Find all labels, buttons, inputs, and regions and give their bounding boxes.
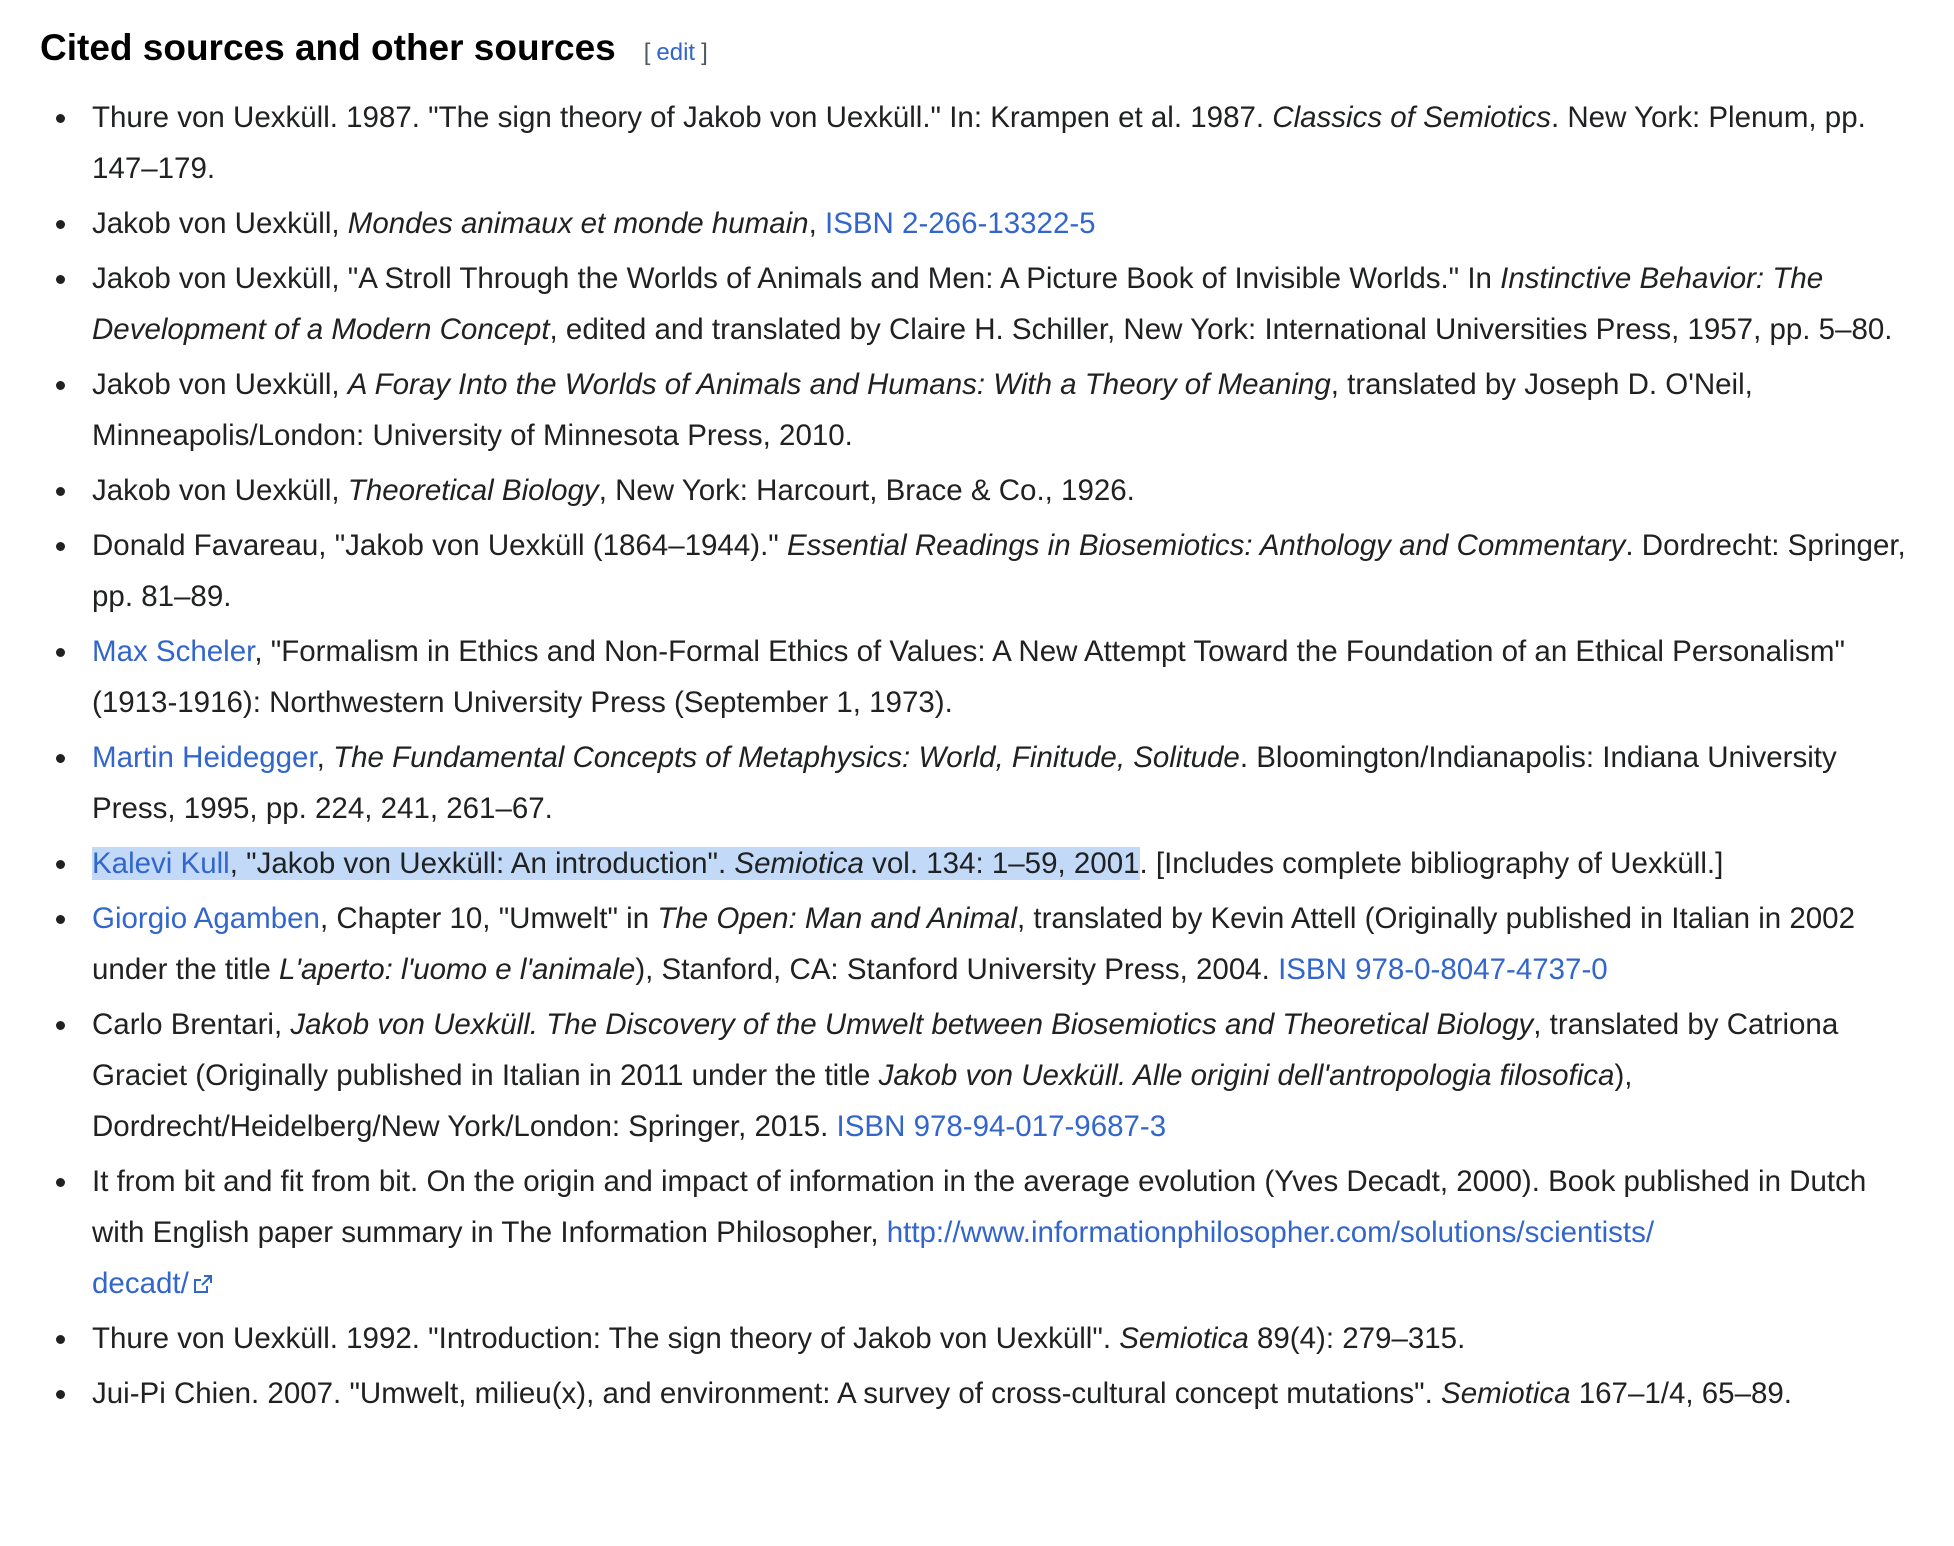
isbn-link[interactable]: ISBN 2-266-13322-5 [825,207,1096,240]
ref-text: Thure von Uexküll. 1992. "Introduction: The sign theory of Jakob von Uexküll". [92,1322,1120,1355]
isbn-link[interactable]: ISBN 978-0-8047-4737-0 [1278,953,1608,986]
ref-text: , translated by Kevin Attell (Originally published in Italian in 2002 under the title [92,902,1855,986]
reference-item [92,999,1926,1152]
external-link-url: http://www.informationphilosopher.com/solutions/scientists/ [886,1216,1655,1249]
ref-text: Carlo Brentari, [92,1008,291,1041]
ref-text: ), Stanford, CA: Stanford University Press, 2004. [635,953,1279,986]
edit-bracket-open: [ [643,39,651,66]
ref-text: . New York: Plenum, pp. 147–179. [92,101,1866,185]
ref-text: vol. 134: 1–59, 2001 [863,847,1140,880]
ref-title: Instinctive Behavior: The Development of a Modern Concept [92,262,1824,346]
ref-title: The Fundamental Concepts of Metaphysics: World, Finitude, Solitude [333,741,1240,774]
ref-title: Jakob von Uexküll. Alle origini dell'antropologia filosofica [878,1059,1615,1092]
ref-text: 89(4): 279–315. [1248,1322,1466,1355]
ref-text: Jakob von Uexküll, "A Stroll Through the Worlds of Animals and Men: A Picture Book of Invisible Worlds." In [92,262,1501,295]
ref-title: A Foray Into the Worlds of Animals and Humans: With a Theory of Meaning [347,368,1331,401]
reference-item [92,626,1926,728]
ref-text: . Bloomington/Indianapolis: Indiana University Press, 1995, pp. 224, 241, 261–67. [92,741,1837,825]
ref-text: , [808,207,825,240]
ref-text: Thure von Uexküll. 1987. "The sign theory of Jakob von Uexküll." In: Krampen et al. 1987. [92,101,1273,134]
ref-text: Donald Favareau, "Jakob von Uexküll (1864–1944)." [92,529,787,562]
ref-title: Classics of Semiotics [1272,101,1551,134]
ref-text: , translated by Joseph D. O'Neil, Minneapolis/London: University of Minnesota Press, 2010. [92,368,1753,452]
ref-title: The Open: Man and Animal [657,902,1018,935]
reference-item [92,893,1926,995]
ref-text: , [316,741,334,774]
edit-bracket-close: ] [701,39,708,66]
edit-section [644,39,708,67]
ref-text: , translated by Catriona Graciet (Originally published in Italian in 2011 under the title [92,1008,1839,1092]
ref-text: , Chapter 10, "Umwelt" in [319,902,658,935]
ref-text: Jakob von Uexküll, [92,207,348,240]
ref-text: , "Jakob von Uexküll: An introduction". [229,847,735,880]
ref-title: Semiotica [1441,1377,1571,1410]
ref-title: Semiotica [1119,1322,1249,1355]
ref-text: . [Includes complete bibliography of Uexküll.] [1139,847,1724,880]
reference-item [92,520,1926,622]
author-link-martin-heidegger[interactable]: Martin Heidegger [92,741,317,774]
external-link-url-cont: decadt/ [92,1267,189,1300]
ref-text: . Dordrecht: Springer, pp. 81–89. [92,529,1906,613]
reference-list [40,92,1926,1419]
ref-title: Theoretical Biology [347,474,599,507]
reference-item [92,198,1926,249]
author-link-kalevi-kull[interactable]: Kalevi Kull [92,847,230,880]
ref-text: , edited and translated by Claire H. Schiller, New York: International Universities Press, 1957, pp. 5–80. [549,313,1893,346]
text-selection [92,847,1140,880]
section-heading [40,24,1926,72]
ref-title: Semiotica [734,847,864,880]
reference-item [92,465,1926,516]
reference-item [92,359,1926,461]
ref-title: Mondes animaux et monde humain [347,207,809,240]
ref-text: ), Dordrecht/Heidelberg/New York/London: Springer, 2015. [92,1059,1633,1143]
reference-item [92,1368,1926,1419]
reference-item [92,732,1926,834]
ref-text: 167–1/4, 65–89. [1570,1377,1792,1410]
reference-item [92,838,1926,889]
ref-text: Jakob von Uexküll, [92,474,348,507]
ref-text: , New York: Harcourt, Brace & Co., 1926. [598,474,1135,507]
reference-item [92,1313,1926,1364]
ref-text: Jui-Pi Chien. 2007. "Umwelt, milieu(x), and environment: A survey of cross-cultural concept mutations". [92,1377,1442,1410]
reference-item [92,1156,1926,1309]
external-link-icon [193,1274,213,1294]
ref-title: Essential Readings in Biosemiotics: Anthology and Commentary [786,529,1626,562]
ref-text: It from bit and fit from bit. On the origin and impact of information in the average evolution (Yves Decadt, 2000). Book published in Dutch with English paper summary in The Information Philosopher, [92,1165,1867,1249]
ref-title: L'aperto: l'uomo e l'animale [278,953,636,986]
section-title: Cited sources and other sources [40,27,616,68]
isbn-link[interactable]: ISBN 978-94-017-9687-3 [836,1110,1167,1143]
reference-item [92,253,1926,355]
author-link-max-scheler[interactable]: Max Scheler [92,635,255,668]
edit-link[interactable]: edit [656,39,696,66]
ref-text: , "Formalism in Ethics and Non-Formal Ethics of Values: A New Attempt Toward the Foundation of an Ethical Personalism" (1913-1916): Northwestern University Press (September 1, 1973). [92,635,1845,719]
ref-text: Jakob von Uexküll, [92,368,348,401]
author-link-giorgio-agamben[interactable]: Giorgio Agamben [92,902,320,935]
reference-item [92,92,1926,194]
ref-title: Jakob von Uexküll. The Discovery of the Umwelt between Biosemiotics and Theoretical Biology [290,1008,1534,1041]
